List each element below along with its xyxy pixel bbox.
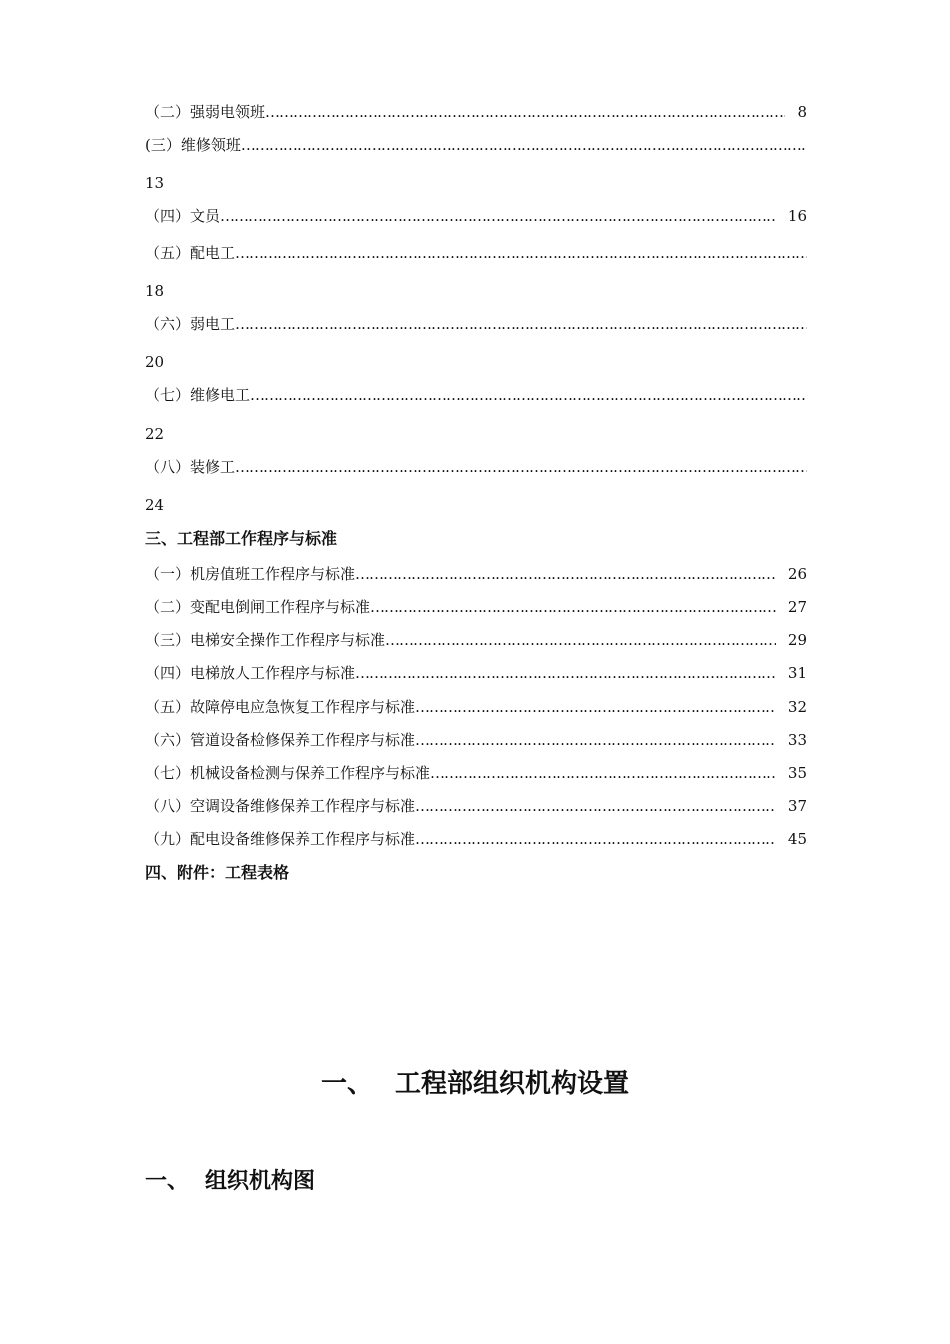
toc-label: （五）故障停电应急恢复工作程序与标准 xyxy=(145,698,416,716)
toc-entry xyxy=(145,730,807,750)
toc-leader xyxy=(355,663,776,683)
toc-entry xyxy=(145,457,807,477)
toc-page: 22 xyxy=(145,425,165,443)
chapter-title: 工程部组织机构设置 xyxy=(395,1069,630,1099)
toc-label: (三）维修领班 xyxy=(145,136,241,154)
toc-leader xyxy=(415,697,776,717)
toc-leader xyxy=(241,135,807,155)
toc-label: （七）机械设备检测与保养工作程序与标准 xyxy=(145,764,431,782)
toc-page: 20 xyxy=(145,353,165,371)
toc-entry xyxy=(145,697,807,717)
toc-page: 37 xyxy=(787,797,807,815)
toc-label: （四）电梯放人工作程序与标准 xyxy=(145,664,356,682)
toc-label: （六）管道设备检修保养工作程序与标准 xyxy=(145,731,416,749)
toc-label: （八）空调设备维修保养工作程序与标准 xyxy=(145,797,416,815)
toc-entry xyxy=(145,663,807,683)
toc-leader xyxy=(370,597,776,617)
toc-leader xyxy=(355,564,776,584)
toc-section-title: 四、附件：工程表格 xyxy=(145,863,290,882)
toc-entry xyxy=(145,206,807,226)
toc-entry xyxy=(145,102,807,122)
toc-page: 32 xyxy=(787,698,807,716)
toc-page: 29 xyxy=(787,631,807,649)
section-title: 组织机构图 xyxy=(205,1169,316,1194)
toc-leader xyxy=(265,102,785,122)
toc-page: 18 xyxy=(145,282,165,300)
toc-leader xyxy=(415,730,776,750)
toc-label: （九）配电设备维修保养工作程序与标准 xyxy=(145,830,416,848)
toc-leader xyxy=(235,314,807,334)
toc-page: 45 xyxy=(787,830,807,848)
toc-label: （四）文员 xyxy=(145,207,221,225)
toc-entry xyxy=(145,630,807,650)
toc-entry xyxy=(145,564,807,584)
toc-leader xyxy=(220,206,776,226)
toc-page: 8 xyxy=(797,103,807,121)
toc-label: （七）维修电工 xyxy=(145,386,251,404)
toc-page: 27 xyxy=(787,598,807,616)
toc-entry xyxy=(145,314,807,334)
toc-page: 13 xyxy=(145,174,165,192)
toc-leader xyxy=(415,829,776,849)
toc-page: 33 xyxy=(787,731,807,749)
toc-label: （一）机房值班工作程序与标准 xyxy=(145,565,356,583)
toc-section-title: 三、工程部工作程序与标准 xyxy=(145,529,338,548)
toc-leader xyxy=(235,243,807,263)
toc-leader xyxy=(250,385,807,405)
toc-page: 26 xyxy=(787,565,807,583)
chapter-heading xyxy=(0,1063,950,1100)
toc-page: 35 xyxy=(787,764,807,782)
toc-label: （二）变配电倒闸工作程序与标准 xyxy=(145,598,371,616)
toc-label: （二）强弱电领班 xyxy=(145,103,266,121)
toc-entry xyxy=(145,597,807,617)
toc-leader xyxy=(415,796,776,816)
chapter-number: 一、 xyxy=(320,1069,373,1099)
toc-label: （三）电梯安全操作工作程序与标准 xyxy=(145,631,386,649)
toc-entry xyxy=(145,385,807,405)
toc-label: （六）弱电工 xyxy=(145,315,236,333)
toc-entry xyxy=(145,829,807,849)
section-heading xyxy=(145,1164,315,1195)
toc-entry xyxy=(145,796,807,816)
toc-page: 16 xyxy=(787,207,807,225)
toc-leader xyxy=(430,763,776,783)
toc-label: （八）装修工 xyxy=(145,458,236,476)
toc-leader xyxy=(235,457,807,477)
toc-entry xyxy=(145,763,807,783)
toc-entry xyxy=(145,243,807,263)
toc-leader xyxy=(385,630,776,650)
section-number: 一、 xyxy=(145,1169,190,1194)
toc-label: （五）配电工 xyxy=(145,244,236,262)
toc-entry xyxy=(145,135,807,155)
toc-page: 24 xyxy=(145,496,165,514)
toc-page: 31 xyxy=(787,664,807,682)
